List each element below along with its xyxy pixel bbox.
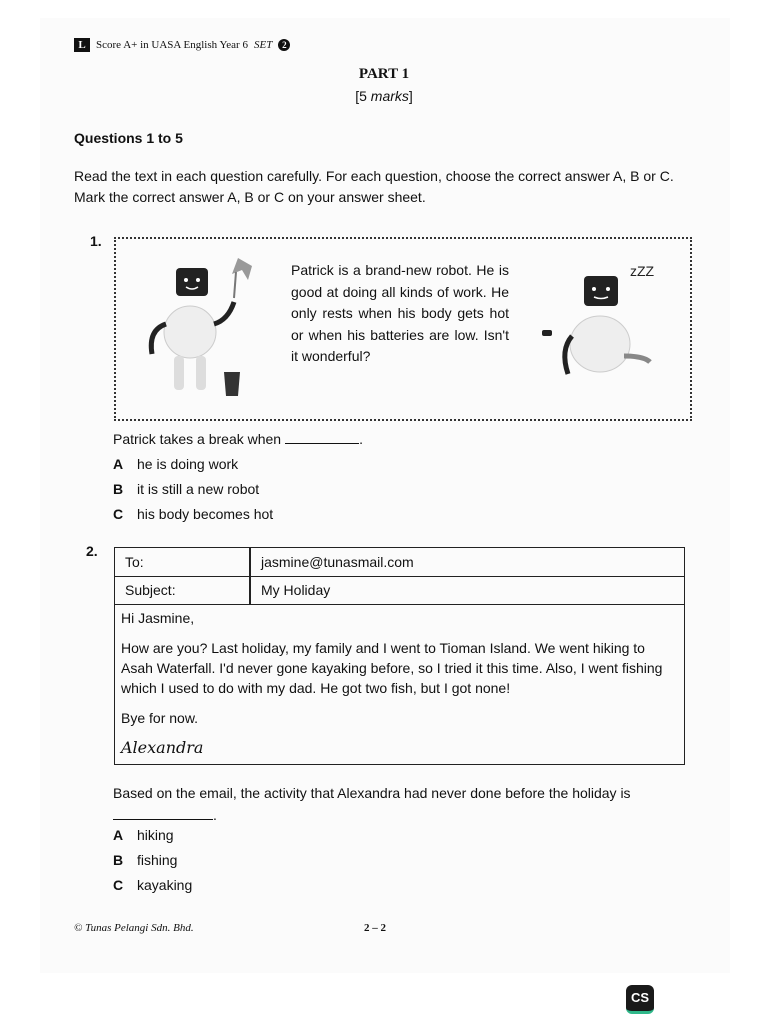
- email-message: How are you? Last holiday, my family and I went to Tioman Island. We went hiking to Asah Waterfall. I'd never gone kayaking before, so I tried it this time. Also, I went fishing which I used to do with my dad. He got two fish, but I got none!: [121, 640, 663, 696]
- question-2-stem: Based on the email, the activity that Alexandra had never done before the holiday is .: [113, 785, 631, 823]
- email-subject-label: Subject:: [125, 582, 176, 598]
- robot-sleeping-illustration: [538, 252, 678, 392]
- email-card: [114, 547, 685, 765]
- set-label: SET: [253, 39, 273, 51]
- question-2-option-b[interactable]: B fishing: [113, 852, 178, 868]
- question-1-stem: Patrick takes a break when .: [113, 431, 363, 447]
- question-2-option-c[interactable]: C kayaking: [113, 877, 193, 893]
- email-to-row: [115, 548, 684, 577]
- email-subject-row: [115, 576, 684, 605]
- footer-publisher: © Tunas Pelangi Sdn. Bhd.: [74, 922, 194, 934]
- set-number-badge: 2: [278, 39, 290, 51]
- email-body: [121, 608, 679, 768]
- question-1-option-b[interactable]: B it is still a new robot: [113, 481, 260, 497]
- question-1-option-c[interactable]: C his body becomes hot: [113, 506, 274, 522]
- part-title: PART 1: [358, 66, 410, 82]
- email-closing: Bye for now.: [121, 710, 199, 726]
- questions-heading: Questions 1 to 5: [74, 130, 183, 146]
- email-signature: Alexandra: [121, 738, 204, 757]
- scanner-watermark-icon: CS: [626, 985, 654, 1014]
- sleep-zzz: zZZ: [630, 263, 655, 279]
- question-1-passage: Patrick is a brand-new robot. He is good at doing all kinds of work. He only rests when his body gets hot or when his batteries are low. Isn't it wonderful?: [291, 262, 509, 364]
- email-to-value: jasmine@tunasmail.com: [261, 554, 414, 570]
- question-2-option-a[interactable]: A hiking: [113, 827, 174, 843]
- question-1-option-a[interactable]: A he is doing work: [113, 456, 239, 472]
- book-title: Score A+ in UASA English Year 6: [96, 39, 248, 51]
- publisher-logo: L: [74, 38, 90, 52]
- footer-page-number: 2 – 2: [364, 922, 386, 934]
- question-2-number: 2.: [86, 543, 98, 559]
- email-subject-value: My Holiday: [261, 582, 331, 598]
- part-marks: [5 marks]: [355, 88, 413, 104]
- email-to-label: To:: [125, 554, 144, 570]
- question-1-number: 1.: [90, 233, 102, 249]
- robot-cleaning-illustration: [140, 246, 260, 406]
- instructions: Read the text in each question carefully. For each question, choose the correct answer A, B or C. Mark the correct answer A, B or C on your answer sheet.: [74, 168, 674, 205]
- email-greeting: Hi Jasmine,: [121, 610, 195, 626]
- book-header: [74, 38, 290, 52]
